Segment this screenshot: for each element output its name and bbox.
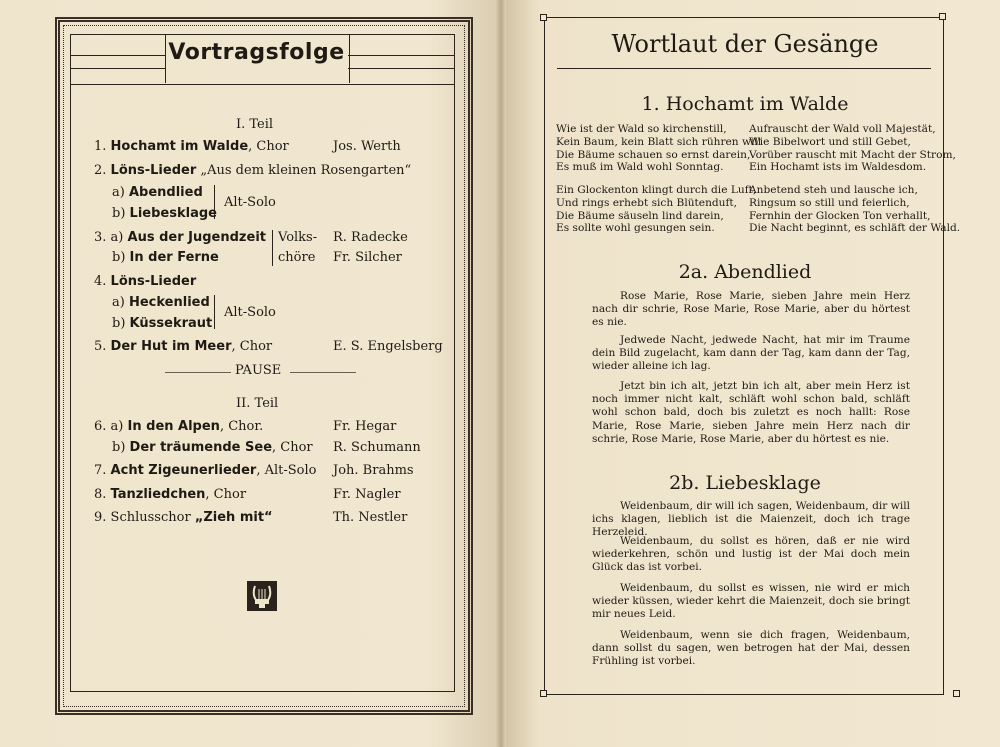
section-title: 2b. Liebesklage: [669, 472, 821, 494]
book-spine: [496, 0, 506, 747]
lyric-paragraph: Jedwede Nacht, jedwede Nacht, hat mir im Traume dein Bild zugelacht, kam dann der Tag, kam dann der Tag, wieder alleine ich lag.: [592, 334, 910, 373]
program-subitem: b) Liebesklage: [112, 206, 217, 221]
pause-label: PAUSE: [235, 363, 282, 378]
composer: Fr. Hegar: [333, 419, 397, 434]
part-heading: II. Teil: [236, 396, 279, 411]
title-rule: [348, 68, 455, 69]
composer: Fr. Silcher: [333, 250, 402, 265]
program-subitem: b) Küssekraut: [112, 316, 213, 331]
composer: Fr. Nagler: [333, 487, 401, 502]
part-heading: I. Teil: [236, 117, 274, 132]
lyric-paragraph: Rose Marie, Rose Marie, sieben Jahre mein Herz nach dir schrie, Rose Marie, Rose Marie, aber du hörtest es nie.: [592, 290, 910, 329]
frame-corner: [953, 690, 960, 697]
program-item: 1. Hochamt im Walde, Chor: [94, 139, 289, 154]
lyre-icon: [246, 580, 278, 612]
program-item: 3. a) Aus der Jugendzeit: [94, 230, 266, 245]
program-subitem: a) Heckenlied: [112, 295, 210, 310]
frame-corner: [540, 690, 547, 697]
title-rule: [70, 55, 165, 56]
bracket: [272, 230, 273, 266]
composer: E. S. Engelsberg: [333, 339, 443, 354]
bracket: [214, 185, 215, 219]
verse: Ein Glockenton klingt durch die Luft, Und rings erhebt sich Blütenduft, Die Bäume säuseln lind darein, Es sollte wohl gesungen sein.: [556, 184, 757, 235]
lyric-paragraph: Weidenbaum, dir will ich sagen, Weidenbaum, dir will ichs klagen, lieblich ist die Maienzeit, doch ich trage Herzeleid.: [592, 500, 910, 539]
verse: Anbetend steh und lausche ich, Ringsum so still und feierlich, Fernhin der Glocken Ton verhallt, Die Nacht beginnt, es schläft der Wald.: [749, 184, 961, 235]
verse: Wie ist der Wald so kirchenstill, Kein Baum, kein Blatt sich rühren will Die Bäume schauen so ernst darein, Es muß im Wald wohl Sonntag.: [556, 123, 762, 174]
lyric-paragraph: Weidenbaum, du sollst es wissen, nie wird er mich wieder küssen, wieder kehrt die Maienzeit, doch sie bringt mir neues Leid.: [592, 582, 910, 621]
frame-corner: [540, 14, 547, 21]
program-item: 2. Löns-Lieder „Aus dem kleinen Rosengarten“: [94, 163, 412, 178]
title-rule: [557, 68, 931, 69]
program-subitem: a) Abendlied: [112, 185, 203, 200]
program-item: 7. Acht Zigeunerlieder, Alt-Solo: [94, 463, 317, 478]
voice-note: Alt-Solo: [224, 305, 276, 320]
frame-corner: [939, 13, 946, 20]
pause-rule: [165, 372, 231, 373]
bracket: [214, 295, 215, 329]
composer: Joh. Brahms: [333, 463, 414, 478]
lyric-paragraph: Weidenbaum, du sollst es hören, daß er nie wird wiederkehren, schön und lustig ist der Mai doch mein Glück das ist vorbei.: [592, 535, 910, 574]
voice-note: chöre: [278, 250, 316, 265]
title-rule: [70, 68, 165, 69]
program-item: 4. Löns-Lieder: [94, 274, 197, 289]
title-rule: [348, 55, 455, 56]
voice-note: Alt-Solo: [224, 195, 276, 210]
pause-rule: [290, 372, 356, 373]
voice-note: Volks-: [278, 230, 318, 245]
composer: R. Schumann: [333, 440, 421, 455]
composer: Jos. Werth: [333, 139, 401, 154]
program-subitem: b) Der träumende See, Chor: [112, 440, 313, 455]
program-item: 5. Der Hut im Meer, Chor: [94, 339, 273, 354]
program-item: 9. Schlusschor „Zieh mit“: [94, 510, 273, 525]
program-item: 8. Tanzliedchen, Chor: [94, 487, 247, 502]
lyric-paragraph: Jetzt bin ich alt, jetzt bin ich alt, aber mein Herz ist noch immer nicht kalt, schläft wohl schon bald, schläft wohl schon bald, doch bis zuletzt es noch hallt: Rose Marie, Rose Marie, sieben Jahre mein Herz nach dir schrie, Rose Marie, Rose Marie, aber du hörtest es nie.: [592, 380, 910, 445]
program-item: 6. a) In den Alpen, Chor.: [94, 419, 264, 434]
lyric-paragraph: Weidenbaum, wenn sie dich fragen, Weidenbaum, dann sollst du sagen, wen betrogen hat der Mai, dessen Frühling ist vorbei.: [592, 629, 910, 668]
lyrics-title: Wortlaut der Gesänge: [611, 30, 879, 58]
section-title: 2a. Abendlied: [678, 261, 812, 283]
composer: R. Radecke: [333, 230, 408, 245]
program-title: Vortragsfolge: [168, 40, 345, 65]
title-rule: [70, 84, 455, 85]
program-subitem: b) In der Ferne: [112, 250, 219, 265]
composer: Th. Nestler: [333, 510, 408, 525]
section-title: 1. Hochamt im Walde: [641, 93, 849, 115]
verse: Aufrauscht der Wald voll Majestät, Wie Bibelwort und still Gebet, Vorüber rauscht mit Macht der Strom, Ein Hochamt ists im Waldesdom.: [749, 123, 956, 174]
